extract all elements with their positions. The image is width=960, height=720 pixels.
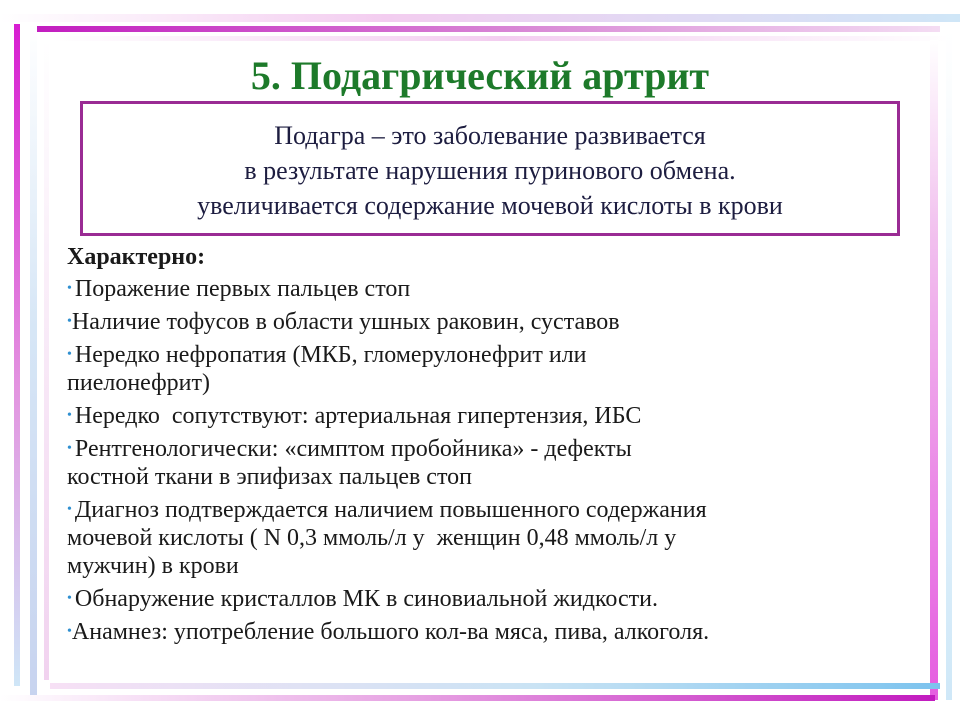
list-item [67, 402, 927, 430]
characteristics-heading: Характерно: [67, 244, 206, 270]
bullet-icon: • [67, 347, 72, 362]
list-item-text: Диагноз подтверждается наличием повышенного содержания [74, 497, 707, 523]
list-item-text: Анамнез: употребление большого кол-ва мяса, пива, алкоголя. [71, 619, 710, 645]
definition-line: увеличивается содержание мочевой кислоты в крови [197, 191, 783, 220]
bullet-icon: • [67, 502, 72, 517]
bullet-icon: • [67, 591, 72, 606]
list-item [67, 435, 927, 491]
decor-stripe-bottom [0, 695, 935, 701]
decor-stripe-left [14, 24, 20, 686]
list-item-text: Нередко нефропатия (МКБ, гломерулонефрит или [74, 342, 587, 368]
list-item [67, 275, 927, 303]
list-item-text: Рентгенологически: «симптом пробойника» - дефекты [74, 436, 632, 462]
list-item-text: Наличие тофусов в области ушных раковин, суставов [71, 309, 620, 335]
decor-stripe-right [946, 30, 952, 700]
list-item-text: Нередко сопутствуют: артериальная гипертензия, ИБС [74, 403, 642, 429]
decor-stripe-right [930, 40, 938, 700]
bullet-icon: • [67, 314, 72, 329]
decor-stripe-top [0, 14, 960, 22]
list-item-text: мочевой кислоты ( N 0,3 ммоль/л у женщин 0,48 ммоль/л у [67, 525, 677, 551]
list-item-text: пиелонефрит) [67, 370, 210, 396]
bullet-icon: • [67, 281, 72, 296]
list-item-text: Поражение первых пальцев стоп [74, 276, 411, 302]
list-item-text: костной ткани в эпифизах пальцев стоп [67, 464, 472, 490]
list-item-text: Обнаружение кристаллов МК в синовиальной жидкости. [74, 586, 658, 612]
definition-line: Подагра – это заболевание развивается [274, 121, 706, 150]
definition-line: в результате нарушения пуринового обмена. [244, 156, 736, 185]
slide-title: 5. Подагрический артрит [250, 53, 710, 98]
list-item [67, 496, 927, 580]
list-item [67, 585, 927, 613]
decor-stripe-bottom [50, 683, 940, 689]
bullet-icon: • [67, 408, 72, 423]
decor-stripe-left [30, 24, 37, 700]
definition-box [80, 101, 900, 236]
bullet-icon: • [67, 624, 72, 639]
list-item [67, 308, 927, 336]
characteristics-list [67, 243, 927, 651]
list-item [67, 618, 927, 646]
decor-stripe-top [30, 26, 940, 32]
bullet-icon: • [67, 441, 72, 456]
list-item-text: мужчин) в крови [67, 553, 239, 579]
decor-stripe-left [44, 40, 49, 680]
list-item [67, 341, 927, 397]
decor-stripe-top [52, 36, 952, 41]
